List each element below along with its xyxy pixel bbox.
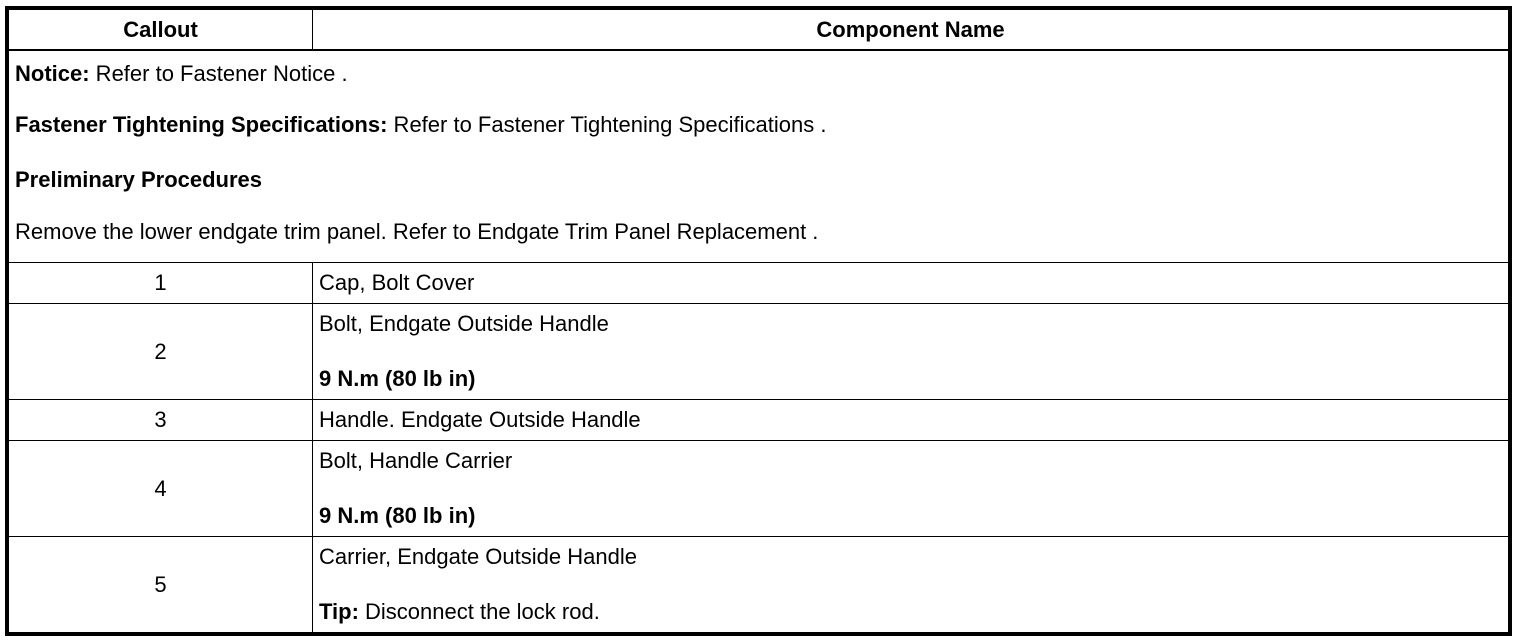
preliminary-text-line [15, 207, 1502, 257]
table-row [9, 441, 1509, 537]
tip-label: Tip: [319, 599, 359, 624]
table-row [9, 537, 1509, 633]
component-table [8, 9, 1509, 633]
notice-text: Refer to Fastener Notice . [89, 61, 348, 86]
callout-cell: 2 [9, 304, 313, 400]
spec-label: Fastener Tightening Specifications: [15, 111, 388, 137]
component-name: Carrier, Endgate Outside Handle [319, 544, 637, 569]
preliminary-text: Remove the lower endgate trim panel. Refer to Endgate Trim Panel Replacement . [15, 219, 819, 244]
spec-line [15, 97, 1502, 152]
callout-cell: 5 [9, 537, 313, 633]
component-name: Bolt, Handle Carrier [319, 448, 513, 473]
spec-text: Refer to Fastener Tightening Specifications . [387, 111, 827, 137]
component-name: Bolt, Endgate Outside Handle [319, 311, 609, 336]
table-header-row [9, 10, 1509, 51]
callout-cell: 1 [9, 263, 313, 304]
notes-cell [9, 50, 1509, 263]
tip-line [319, 598, 1502, 626]
component-name-column-header: Component Name [313, 10, 1509, 51]
torque-spec: 9 N.m (80 lb in) [319, 366, 476, 391]
callout-cell: 3 [9, 400, 313, 441]
torque-spec: 9 N.m (80 lb in) [319, 503, 476, 528]
callout-column-header: Callout [9, 10, 313, 51]
preliminary-heading-line [15, 152, 1502, 207]
callout-cell: 4 [9, 441, 313, 537]
table-row [9, 263, 1509, 304]
table-row [9, 400, 1509, 441]
component-name-cell [313, 441, 1509, 537]
notes-row [9, 50, 1509, 263]
notice-label: Notice: [15, 61, 90, 86]
component-name-cell: Cap, Bolt Cover [313, 263, 1509, 304]
component-table-frame [5, 6, 1512, 636]
component-name-cell: Handle. Endgate Outside Handle [313, 400, 1509, 441]
component-name-cell [313, 537, 1509, 633]
notice-line [15, 51, 1502, 97]
component-name-cell [313, 304, 1509, 400]
table-row [9, 304, 1509, 400]
tip-text: Disconnect the lock rod. [358, 599, 600, 624]
preliminary-heading: Preliminary Procedures [15, 166, 263, 192]
